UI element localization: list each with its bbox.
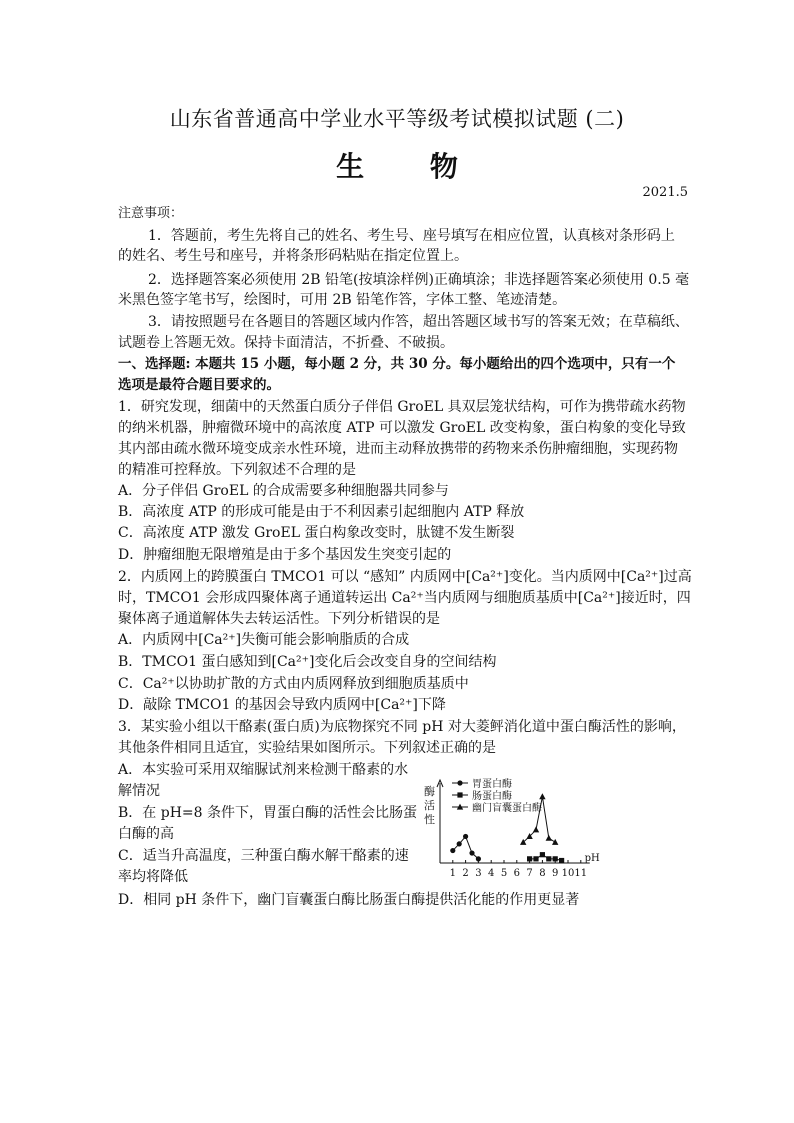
option-d: D．敲除 TMCO1 的基因会导致内质网中[Ca²⁺]下降 xyxy=(118,697,446,713)
data-point xyxy=(552,839,558,845)
x-tick-label: 8 xyxy=(539,868,546,879)
legend-label: 胃蛋白酶 xyxy=(472,779,512,790)
y-axis-label: 活 xyxy=(424,799,435,812)
exam-date: 2021.5 xyxy=(642,185,688,200)
option-a: A．分子伴侣 GroEL 的合成需要多种细胞器共同参与 xyxy=(118,483,449,499)
x-tick-label: 2 xyxy=(462,868,469,879)
option-b: B．高浓度 ATP 的形成可能是由于不利因素引起细胞内 ATP 释放 xyxy=(118,504,525,520)
exam-title: 山东省普通高中学业水平等级考试模拟试题 (二) xyxy=(169,107,625,131)
enzyme-activity-chart xyxy=(420,775,665,885)
data-point xyxy=(457,841,462,846)
data-point xyxy=(476,856,481,861)
option-c-cont: 率均将降低 xyxy=(118,869,188,885)
question-stem: 其内部由疏水微环境变成亲水性环境，进而主动释放携带的药物来杀伤肿瘤细胞，实现药物 xyxy=(118,441,678,457)
legend-marker xyxy=(457,792,462,797)
data-point xyxy=(469,850,474,855)
x-tick-label: 1 xyxy=(449,868,456,879)
subject-label: 生 物 xyxy=(336,150,486,183)
notice-line: 试题卷上答题无效。保持卡面清洁，不折叠、不破损。 xyxy=(118,335,454,351)
data-point xyxy=(527,856,532,861)
notice-line: 米黑色签字笔书写，绘图时，可用 2B 铅笔作答，字体工整、笔迹清楚。 xyxy=(118,292,567,308)
legend-marker xyxy=(457,780,462,785)
question-stem: 聚体离子通道解体失去转运活性。下列分析错误的是 xyxy=(118,611,440,627)
legend-label: 幽门盲囊蛋白酶 xyxy=(472,803,542,814)
data-point xyxy=(540,852,545,857)
x-tick-label: 11 xyxy=(574,868,588,879)
question-stem: 3．某实验小组以干酪素(蛋白质)为底物探究不同 pH 对大菱鲆消化道中蛋白酶活性的影响， xyxy=(118,719,686,735)
x-tick-label: 6 xyxy=(513,868,520,879)
data-point xyxy=(450,848,455,853)
data-point xyxy=(539,793,545,799)
option-c: C．Ca²⁺以协助扩散的方式由内质网释放到细胞质基质中 xyxy=(118,676,469,692)
subject-title xyxy=(0,145,794,185)
option-b: B．在 pH=8 条件下，胃蛋白酶的活性会比肠蛋 xyxy=(118,805,417,821)
x-axis-label: pH xyxy=(584,853,600,864)
question-stem: 的纳米机器，肿瘤微环境中的高浓度 ATP 可以激发 GroEL 改变构象，蛋白构象的变化导致 xyxy=(118,420,686,436)
notice-line: 3．请按照题号在各题目的答题区域内作答，超出答题区域书写的答案无效；在草稿纸、 xyxy=(148,314,689,330)
data-point xyxy=(533,856,538,861)
option-c: C．适当升高温度，三种蛋白酶水解干酪素的速 xyxy=(118,848,409,864)
section-heading: 选项是最符合题目要求的。 xyxy=(118,377,280,393)
option-a: A．本实验可采用双缩脲试剂来检测干酪素的水 xyxy=(118,762,409,778)
notice-line: 的姓名、考生号和座号，并将条形码粘贴在指定位置上。 xyxy=(118,248,468,264)
option-a: A．内质网中[Ca²⁺]失衡可能会影响脂质的合成 xyxy=(118,632,410,648)
question-stem: 时，TMCO1 会形成四聚体离子通道转运出 Ca²⁺当内质网与细胞质基质中[Ca²⁺]接近时，四 xyxy=(118,590,691,606)
notice-line: 1．答题前，考生先将自己的姓名、考生号、座号填写在相应位置，认真核对条形码上 xyxy=(148,228,675,244)
question-stem: 1．研究发现，细菌中的天然蛋白质分子伴侣 GroEL 具双层笼状结构，可作为携带疏水药物 xyxy=(118,399,686,415)
data-point xyxy=(546,835,552,841)
notice-heading: 注意事项： xyxy=(118,206,184,221)
data-point xyxy=(463,834,468,839)
question-stem: 2．内质网上的跨膜蛋白 TMCO1 可以 “感知” 内质网中[Ca²⁺]变化。当内质网中[Ca²⁺]过高 xyxy=(118,569,692,585)
option-a-cont: 解情况 xyxy=(118,783,160,799)
y-axis-label: 性 xyxy=(424,813,435,826)
data-point xyxy=(553,856,558,861)
x-tick-label: 3 xyxy=(475,868,482,879)
option-d: D．肿瘤细胞无限增殖是由于多个基因发生突变引起的 xyxy=(118,547,452,563)
y-axis-label: 酶 xyxy=(424,785,435,798)
x-tick-label: 5 xyxy=(500,868,508,879)
option-d: D．相同 pH 条件下，幽门盲囊蛋白酶比肠蛋白酶提供活化能的作用更显著 xyxy=(118,892,580,908)
x-tick-label: 10 xyxy=(561,868,575,879)
legend-label: 肠蛋白酶 xyxy=(472,791,512,802)
x-tick-label: 9 xyxy=(552,868,559,879)
data-point xyxy=(533,826,539,832)
option-c: C．高浓度 ATP 激发 GroEL 蛋白构象改变时，肽键不发生断裂 xyxy=(118,525,515,541)
section-heading: 一、选择题: 本题共 15 小题，每小题 2 分，共 30 分。每小题给出的四个选项中，只有一个 xyxy=(118,356,676,372)
option-b-cont: 白酶的高 xyxy=(118,826,174,842)
x-tick-label: 7 xyxy=(526,868,533,879)
series-line xyxy=(453,836,479,858)
x-tick-label: 4 xyxy=(488,868,495,879)
data-point xyxy=(546,856,551,861)
notice-line: 2．选择题答案必须使用 2B 铅笔(按填涂样例)正确填涂；非选择题答案必须使用 0.5 毫 xyxy=(148,272,690,288)
question-stem: 的精准可控释放。下列叙述不合理的是 xyxy=(118,462,356,478)
data-point xyxy=(559,858,564,863)
question-stem: 其他条件相同且适宜，实验结果如图所示。下列叙述正确的是 xyxy=(118,740,496,756)
option-b: B．TMCO1 蛋白感知到[Ca²⁺]变化后会改变自身的空间结构 xyxy=(118,654,497,670)
